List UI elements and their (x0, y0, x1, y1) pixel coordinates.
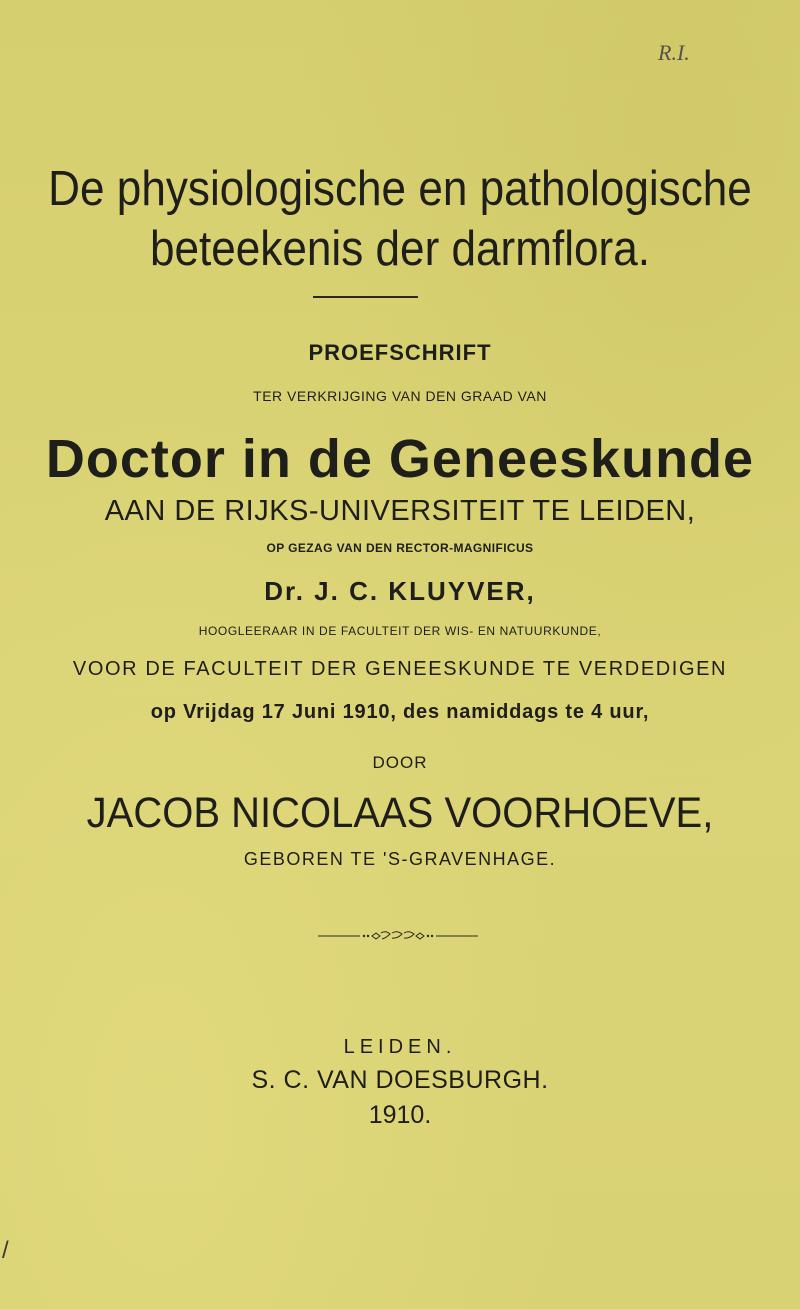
imprint-year: 1910. (368, 1101, 432, 1129)
author-name: JACOB NICOLAAS VOORHOEVE, (86, 789, 714, 837)
defense-line: VOOR DE FACULTEIT DER GENEESKUNDE TE VERDEDIGEN (72, 658, 728, 680)
imprint-printer: S. C. VAN DOESBURGH. (251, 1066, 549, 1094)
author-birthplace: GEBOREN TE 'S-GRAVENHAGE. (243, 849, 557, 869)
ornament-divider (318, 930, 478, 942)
corner-mark: / (2, 1237, 9, 1264)
title-line-2: beteekenis der darmflora. (149, 222, 651, 276)
thesis-purpose: TER VERKRIJGING VAN DEN GRAAD VAN (253, 388, 547, 404)
title-line-1: De physiologische en pathologische (48, 162, 752, 216)
rector-name: Dr. J. C. KLUYVER, (264, 576, 536, 606)
university-line: AAN DE RIJKS-UNIVERSITEIT TE LEIDEN, (104, 495, 696, 527)
pencil-annotation: R.I. (658, 40, 690, 65)
degree-title: Doctor in de Geneeskunde (45, 429, 755, 489)
title-divider (313, 296, 418, 298)
rector-title: HOOGLEERAAR IN DE FACULTEIT DER WIS- EN NATUURKUNDE, (198, 624, 602, 638)
thesis-heading: PROEFSCHRIFT (308, 340, 492, 365)
authority-line: OP GEZAG VAN DEN RECTOR-MAGNIFICUS (266, 541, 534, 555)
by-line: DOOR (372, 753, 428, 772)
imprint-city: LEIDEN. (343, 1036, 457, 1058)
defense-date: op Vrijdag 17 Juni 1910, des namiddags te 4 uur, (150, 701, 650, 723)
